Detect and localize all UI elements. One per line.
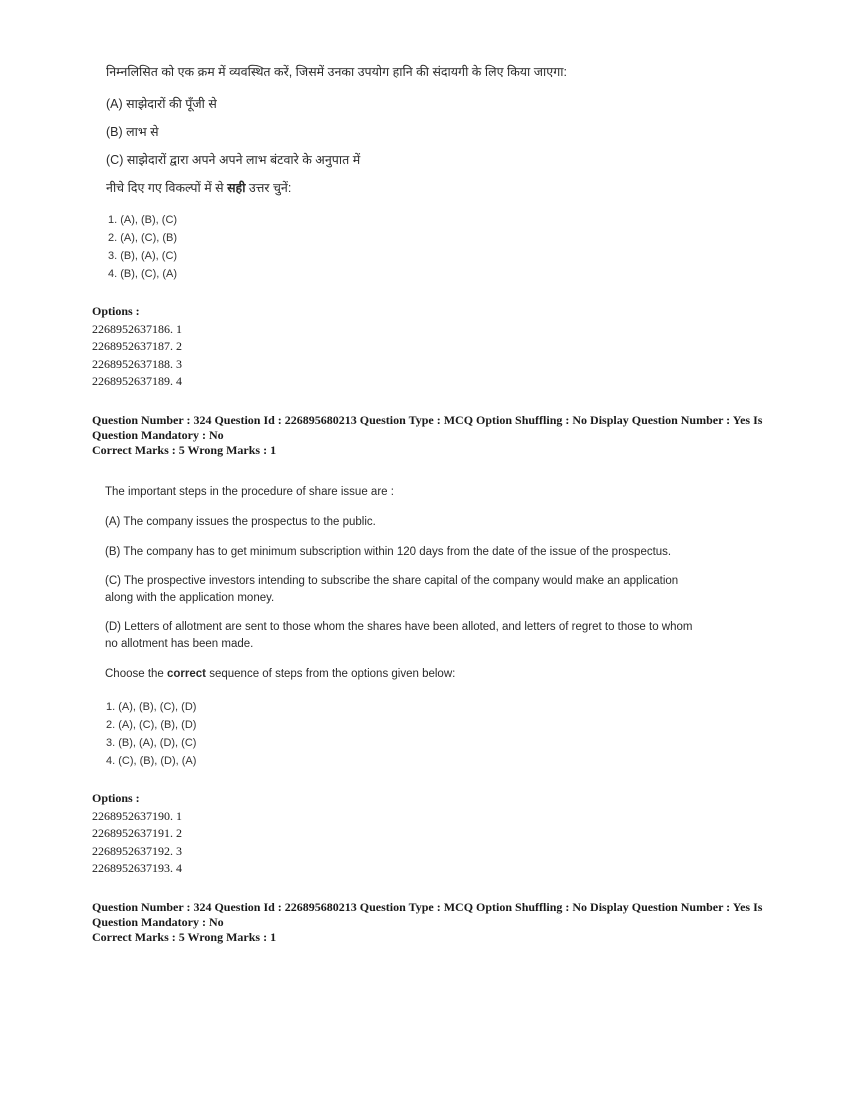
- step-a: (A) The company issues the prospectus to the public.: [105, 516, 376, 528]
- instruction-text: नीचे दिए गए विकल्पों में से: [106, 181, 228, 195]
- options-header: Options :: [92, 304, 140, 318]
- instruction-text: उत्तर चुनें:: [245, 181, 292, 195]
- hindi-question: [106, 62, 806, 198]
- options-header: Options :: [92, 791, 140, 805]
- instruction-emphasis: सही: [227, 181, 246, 195]
- choice-item: 1. (A), (B), (C), (D): [106, 701, 197, 713]
- step-c-line: (C) The prospective investors intending to subscribe the share capital of the company would make an application: [105, 575, 679, 587]
- instruction-emphasis: correct: [167, 668, 207, 680]
- step-c-line: along with the application money.: [105, 592, 275, 604]
- choice-item: 3. (B), (A), (C): [108, 250, 178, 262]
- question-meta-1: [92, 413, 792, 458]
- hindi-option-c: (C) साझेदारों द्वारा अपने अपने लाभ बंटवारे के अनुपात में: [106, 153, 361, 167]
- hindi-choices-list: [108, 211, 177, 283]
- step-c: [105, 573, 785, 607]
- marks-line: Correct Marks : 5 Wrong Marks : 1: [92, 930, 277, 944]
- step-d-line: (D) Letters of allotment are sent to those whom the shares have been alloted, and letters of regret to those to whom: [105, 621, 693, 633]
- hindi-option-a: (A) साझेदारों की पूँजी से: [106, 97, 217, 111]
- step-b: (B) The company has to get minimum subscription within 120 days from the date of the issue of the prospectus.: [105, 546, 672, 558]
- question-meta-line: Question Mandatory : No: [92, 914, 224, 929]
- question-324: [105, 484, 785, 682]
- options-block-324: [92, 790, 182, 878]
- option-item: 2268952637189. 4: [92, 374, 182, 388]
- instruction-text: Choose the: [105, 668, 168, 680]
- step-d-line: no allotment has been made.: [105, 638, 254, 650]
- choice-item: 4. (B), (C), (A): [108, 268, 178, 280]
- question-meta-line: Question Number : 324 Question Id : 226895680213 Question Type : MCQ Option Shuffling : No Display Question Number : Yes Is: [92, 900, 763, 914]
- choices-list-324: [106, 698, 196, 770]
- option-item: 2268952637191. 2: [92, 826, 182, 840]
- question-meta-2: [92, 900, 792, 945]
- hindi-option-b: (B) लाभ से: [106, 125, 159, 139]
- step-d: [105, 619, 785, 653]
- choice-item: 2. (A), (C), (B): [108, 232, 178, 244]
- question-meta-line: Question Number : 324 Question Id : 226895680213 Question Type : MCQ Option Shuffling : No Display Question Number : Yes Is: [92, 413, 763, 427]
- option-item: 2268952637186. 1: [92, 321, 182, 336]
- question-instruction: [105, 666, 785, 682]
- options-block-prev: [92, 303, 182, 391]
- option-item: 2268952637187. 2: [92, 339, 182, 353]
- marks-line: Correct Marks : 5 Wrong Marks : 1: [92, 443, 277, 457]
- choice-item: 3. (B), (A), (D), (C): [106, 737, 197, 749]
- option-item: 2268952637192. 3: [92, 843, 182, 858]
- option-item: 2268952637193. 4: [92, 861, 182, 875]
- instruction-text: sequence of steps from the options given below:: [206, 668, 456, 680]
- hindi-question-line: निम्नलिसित को एक क्रम में व्यवस्थित करें, जिसमें उनका उपयोग हानि की संदायगी के लिए किया जाएगा:: [106, 65, 567, 79]
- question-intro: The important steps in the procedure of share issue are :: [105, 486, 394, 498]
- question-meta-line: Question Mandatory : No: [92, 427, 224, 442]
- choice-item: 1. (A), (B), (C): [108, 214, 178, 226]
- option-item: 2268952637188. 3: [92, 356, 182, 371]
- choice-item: 4. (C), (B), (D), (A): [106, 755, 197, 767]
- choice-item: 2. (A), (C), (B), (D): [106, 719, 197, 731]
- hindi-instruction: [106, 178, 806, 198]
- option-item: 2268952637190. 1: [92, 808, 182, 823]
